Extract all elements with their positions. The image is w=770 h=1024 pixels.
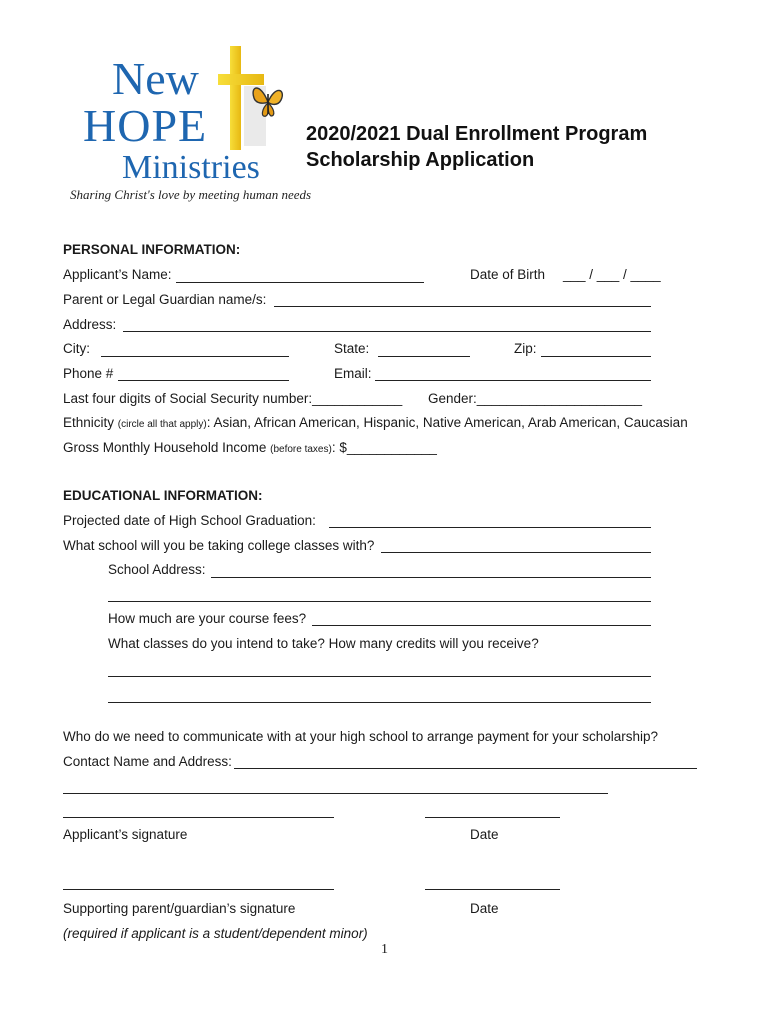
graduation-date-field[interactable]: [329, 527, 651, 528]
contact-name-field[interactable]: [234, 768, 697, 769]
title-line-2: Scholarship Application: [306, 149, 535, 171]
classes-label: What classes do you intend to take? How many credits will you receive?: [108, 636, 539, 651]
dob-field[interactable]: ___ / ___ / ____: [563, 267, 661, 282]
applicant-signature-label: Applicant’s signature: [63, 827, 188, 842]
contact-question: Who do we need to communicate with at your high school to arrange payment for your scholarship?: [63, 729, 659, 744]
educational-info-heading: EDUCATIONAL INFORMATION:: [63, 488, 263, 503]
applicant-date-field[interactable]: [425, 817, 560, 818]
income-row: [63, 440, 437, 455]
state-label: State:: [334, 341, 370, 356]
ethnicity-options[interactable]: : Asian, African American, Hispanic, Native American, Arab American, Caucasian: [206, 415, 688, 430]
zip-field[interactable]: [541, 356, 651, 357]
income-field[interactable]: : $____________: [331, 440, 437, 455]
school-address-field-2[interactable]: [108, 601, 651, 602]
classes-field-2[interactable]: [108, 702, 651, 703]
email-label: Email:: [334, 366, 372, 381]
guardian-signature-note: (required if applicant is a student/dependent minor): [63, 926, 368, 941]
classes-field-1[interactable]: [108, 676, 651, 677]
email-field[interactable]: [375, 380, 651, 381]
guardian-signature-label: Supporting parent/guardian’s signature: [63, 901, 296, 916]
college-school-field[interactable]: [381, 552, 651, 553]
phone-field[interactable]: [118, 380, 289, 381]
course-fees-field[interactable]: [312, 625, 651, 626]
personal-info-heading: PERSONAL INFORMATION:: [63, 242, 241, 257]
applicant-name-label: Applicant’s Name:: [63, 267, 172, 282]
contact-address-field[interactable]: [63, 793, 608, 794]
logo-tagline: Sharing Christ's love by meeting human needs: [70, 187, 312, 202]
course-fees-label: How much are your course fees?: [108, 611, 307, 626]
applicant-signature-field[interactable]: [63, 817, 334, 818]
guardian-name-label: Parent or Legal Guardian name/s:: [63, 292, 267, 307]
contact-name-label: Contact Name and Address:: [63, 754, 232, 769]
guardian-date-label: Date: [470, 901, 499, 916]
document-title: [306, 121, 647, 173]
city-field[interactable]: [101, 356, 289, 357]
phone-label: Phone #: [63, 366, 114, 381]
college-school-label: What school will you be taking college classes with?: [63, 538, 375, 553]
logo-word-ministries: Ministries: [122, 149, 260, 186]
ssn-field[interactable]: Last four digits of Social Security number:____________: [63, 391, 403, 406]
page-number: 1: [381, 942, 388, 957]
address-label: Address:: [63, 317, 117, 332]
income-label: Gross Monthly Household Income: [63, 440, 267, 455]
ethnicity-row: [63, 415, 688, 430]
city-label: City:: [63, 341, 90, 356]
logo-word-hope: HOPE: [83, 100, 208, 151]
dob-label: Date of Birth: [470, 267, 546, 282]
logo-word-new: New: [112, 53, 199, 104]
graduation-date-label: Projected date of High School Graduation:: [63, 513, 316, 528]
gender-field[interactable]: Gender:______________________: [428, 391, 642, 406]
school-address-label: School Address:: [108, 562, 206, 577]
guardian-signature-field[interactable]: [63, 889, 334, 890]
guardian-name-field[interactable]: [274, 306, 651, 307]
ethnicity-note: (circle all that apply): [117, 419, 207, 430]
zip-label: Zip:: [514, 341, 537, 356]
guardian-date-field[interactable]: [425, 889, 560, 890]
title-line-1: 2020/2021 Dual Enrollment Program: [306, 123, 648, 145]
state-field[interactable]: [378, 356, 470, 357]
butterfly-icon: [248, 80, 288, 122]
applicant-date-label: Date: [470, 827, 499, 842]
income-note: (before taxes): [270, 444, 332, 455]
applicant-name-field[interactable]: [176, 282, 424, 283]
address-field[interactable]: [123, 331, 651, 332]
ethnicity-label: Ethnicity: [63, 415, 115, 430]
school-address-field[interactable]: [211, 577, 651, 578]
